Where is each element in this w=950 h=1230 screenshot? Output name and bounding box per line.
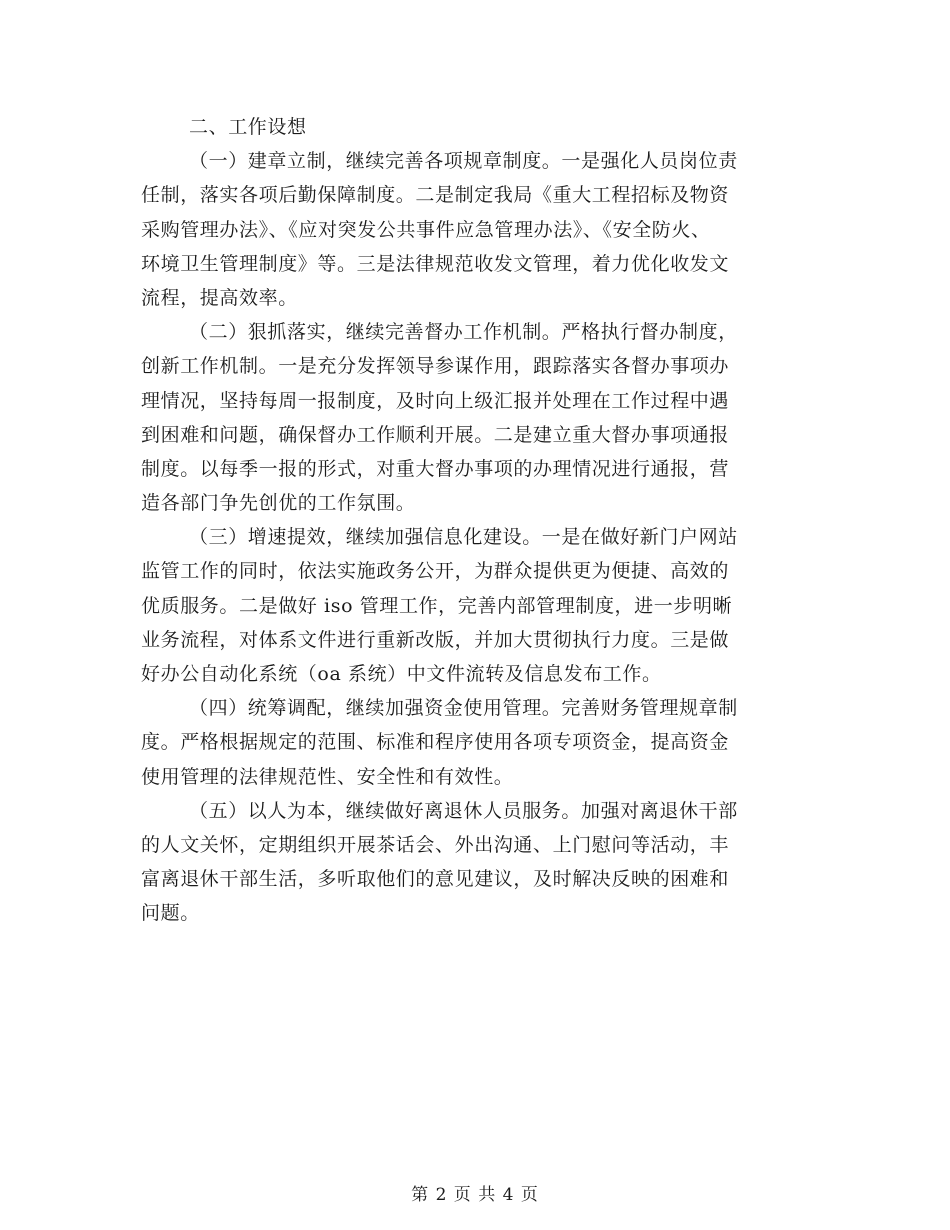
paragraph-line: 理情况，坚持每周一报制度，及时向上级汇报并处理在工作过程中遇 bbox=[141, 389, 730, 412]
paragraph-line: 使用管理的法律规范性、安全性和有效性。 bbox=[141, 765, 514, 788]
paragraph-line: 采购管理办法》、《应对突发公共事件应急管理办法》、《安全防火、 bbox=[141, 218, 711, 241]
paragraph-line: 造各部门争先创优的工作氛围。 bbox=[141, 492, 416, 515]
paragraph-line: 业务流程，对体系文件进行重新改版，并加大贯彻执行力度。三是做 bbox=[141, 628, 730, 651]
paragraph-3 bbox=[141, 520, 801, 691]
paragraph-line: 问题。 bbox=[141, 902, 200, 925]
paragraph-line: 流程，提高效率。 bbox=[141, 286, 298, 309]
paragraph-4 bbox=[141, 691, 801, 794]
paragraph-5 bbox=[141, 794, 801, 931]
paragraph-line: 监管工作的同时，依法实施政务公开，为群众提供更为便捷、高效的 bbox=[141, 560, 730, 583]
paragraph-line: （四）统筹调配，继续加强资金使用管理。完善财务管理规章制 bbox=[189, 697, 738, 720]
paragraph-line: （一）建章立制，继续完善各项规章制度。一是强化人员岗位责 bbox=[189, 150, 738, 173]
paragraph-line: 任制，落实各项后勤保障制度。二是制定我局《重大工程招标及物资 bbox=[141, 184, 730, 207]
paragraph-line: 度。严格根据规定的范围、标准和程序使用各项专项资金，提高资金 bbox=[141, 731, 730, 754]
paragraph-1 bbox=[141, 144, 801, 315]
paragraph-line: 富离退休干部生活，多听取他们的意见建议，及时解决反映的困难和 bbox=[141, 868, 730, 891]
paragraph-line: （五）以人为本，继续做好离退休人员服务。加强对离退休干部 bbox=[189, 799, 738, 822]
page-footer: 第 2 页 共 4 页 bbox=[411, 1185, 539, 1205]
document-body bbox=[141, 110, 801, 931]
paragraph-line: （二）狠抓落实，继续完善督办工作机制。严格执行督办制度， bbox=[189, 321, 738, 344]
paragraph-line: 好办公自动化系统（oa 系统）中文件流转及信息发布工作。 bbox=[141, 663, 662, 685]
paragraph-line: 制度。以每季一报的形式，对重大督办事项的办理情况进行通报，营 bbox=[141, 457, 730, 480]
paragraph-line: 优质服务。二是做好 iso 管理工作，完善内部管理制度，进一步明晰 bbox=[141, 594, 733, 617]
paragraph-line: 创新工作机制。一是充分发挥领导参谋作用，跟踪落实各督办事项办 bbox=[141, 355, 730, 378]
paragraph-line: 到困难和问题，确保督办工作顺利开展。二是建立重大督办事项通报 bbox=[141, 423, 730, 446]
paragraph-line: （三）增速提效，继续加强信息化建设。一是在做好新门户网站 bbox=[189, 526, 738, 549]
section-heading: 二、工作设想 bbox=[189, 116, 307, 138]
paragraph-line: 的人文关怀，定期组织开展茶话会、外出沟通、上门慰问等活动，丰 bbox=[141, 833, 730, 856]
paragraph-line: 环境卫生管理制度》等。三是法律规范收发文管理，着力优化收发文 bbox=[141, 252, 730, 275]
paragraph-2 bbox=[141, 315, 801, 520]
